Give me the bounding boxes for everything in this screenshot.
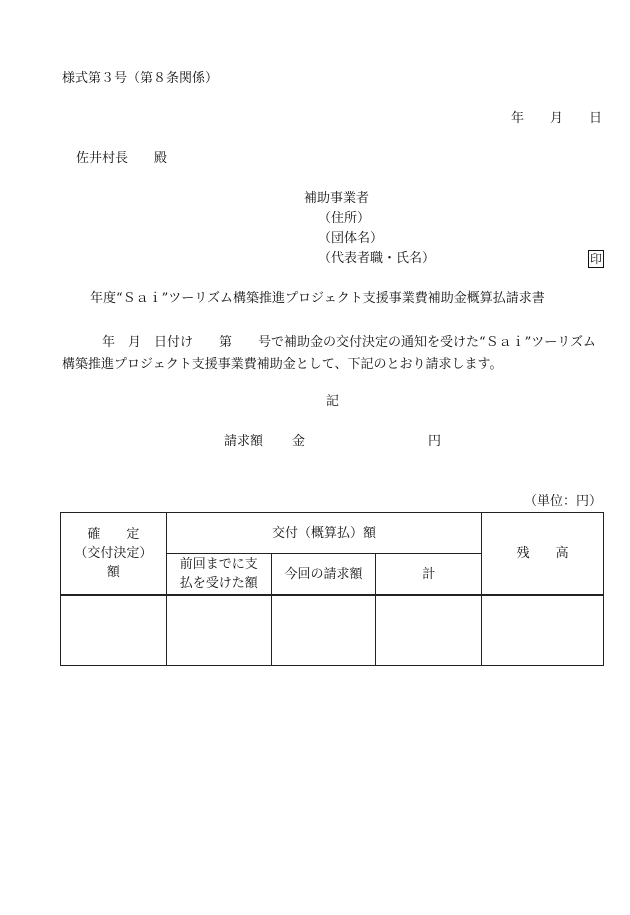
applicant-group: （団体名）: [318, 231, 384, 246]
current-request-header: 今回の請求額: [271, 554, 376, 596]
body-paragraph: [62, 332, 607, 376]
addressee: 佐井村長 殿: [76, 151, 168, 166]
seal-mark: 印: [589, 252, 602, 266]
payment-amount-header: 交付（概算払）額: [166, 513, 481, 554]
request-kin: 金: [292, 434, 306, 449]
document-title: 年度“Ｓａｉ”ツーリズム構築推進プロジェクト支援事業費補助金概算払請求書: [90, 291, 545, 306]
applicant-representative: （代表者職・氏名）: [318, 251, 436, 266]
balance-header: 残 高: [482, 513, 604, 596]
previous-line-2: 払を受けた額: [179, 576, 258, 591]
applicant-address: （住所）: [318, 211, 371, 226]
date-year: 年: [510, 111, 524, 126]
date-month: 月: [549, 111, 563, 126]
confirmed-amount-header: [61, 513, 167, 596]
unit-label: （単位：円）: [523, 494, 602, 509]
confirmed-amount-cell[interactable]: [61, 595, 167, 666]
confirmed-line-2: （交付決定）: [74, 546, 153, 561]
request-yen: 円: [428, 434, 442, 449]
payment-table: [60, 512, 604, 666]
previous-paid-header: [166, 554, 271, 596]
applicant-title: 補助事業者: [304, 191, 370, 206]
form-id: 様式第３号（第８条関係）: [62, 71, 219, 86]
previous-line-1: 前回までに支: [179, 557, 258, 572]
confirmed-line-1: 確 定: [87, 527, 140, 542]
request-label: 請求額: [224, 434, 264, 449]
confirmed-line-3: 額: [106, 565, 120, 580]
ki-label: 記: [326, 394, 340, 409]
current-request-cell[interactable]: [271, 595, 376, 666]
body-text: 年 月 日付け 第 号で補助金の交付決定の通知を受けた“Ｓａｉ”ツーリズム構築推進プロジェクト支援事業費補助金として、下記のとおり請求します。: [62, 335, 597, 372]
date-row: [511, 111, 602, 127]
previous-paid-cell[interactable]: [166, 595, 271, 666]
balance-cell[interactable]: [482, 595, 604, 666]
total-cell[interactable]: [376, 595, 482, 666]
date-day: 日: [588, 111, 602, 126]
total-header: 計: [376, 554, 482, 596]
